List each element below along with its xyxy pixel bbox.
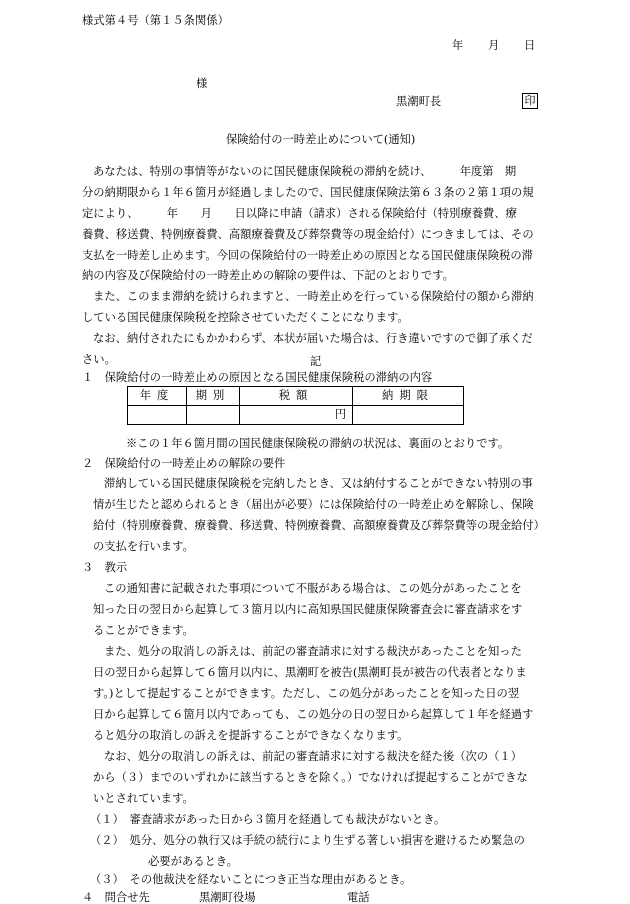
form-label: 様式第４号（第１５条関係）	[82, 14, 229, 27]
section-1-heading: １ 保険給付の一時差止めの原因となる国民健康保険税の滞納の内容	[82, 371, 433, 384]
section-2-heading: ２ 保険給付の一時差止めの解除の要件	[82, 457, 286, 470]
list-item-3: （３） その他裁決を経ないことにつき正当な理由があるとき。	[90, 873, 412, 886]
col-fiscal-year: 年度	[128, 387, 187, 406]
body-line: あなたは、特別の事情等がないのに国民健康保険税の滞納を続け、 年度第 期	[93, 165, 517, 178]
body-line: 養費、移送費、特例療養費、高額療養費及び葬祭費等の現金給付）につきましては、その	[82, 228, 534, 241]
body-line: ると処分の取消しの訴えを提訴することができなくなります。	[93, 729, 409, 742]
document-title: 保険給付の一時差止めについて(通知)	[226, 133, 416, 146]
col-period: 期別	[187, 387, 240, 406]
body-line: 納の内容及び保険給付の一時差止めの解除の要件は、下記のとおりです。	[82, 269, 454, 282]
body-line: 支払を一時差し止めます。今回の保険給付の一時差止めの原因となる国民健康保険税の滞	[82, 249, 533, 262]
body-line: さい。	[82, 353, 116, 366]
body-line: から（３）までのいずれかに該当するときを除く。）でなければ提起することができな	[93, 771, 528, 784]
ki-marker: 記	[310, 355, 322, 368]
cell-tax-amount: 円	[240, 406, 353, 425]
sender-name: 黒潮町長	[396, 95, 442, 108]
date-year: 年	[452, 39, 464, 52]
body-line: 知った日の翌日から起算して３箇月以内に高知県国民健康保険審査会に審査請求をす	[93, 603, 523, 616]
contact-tel-label: 電話	[347, 891, 370, 904]
date-month: 月	[488, 39, 500, 52]
body-line: 情が生じたと認められるとき（届出が必要）には保険給付の一時差止めを解除し、保険	[93, 498, 534, 511]
seal-mark: 印	[522, 93, 538, 109]
section-1-note: ※この１年６箇月間の国民健康保険税の滞納の状況は、裏面のとおりです。	[126, 437, 510, 450]
body-line: ることができます。	[93, 624, 194, 637]
arrears-table	[127, 386, 464, 425]
body-line: なお、処分の取消しの訴えは、前記の審査請求に対する裁決を経た後（次の（１）	[104, 750, 522, 763]
body-line: 分の納期限から１年６箇月が経過しましたので、国民健康保険法第６３条の２第１項の規	[82, 186, 534, 199]
section-3-heading: ３ 教示	[82, 561, 128, 574]
body-line: している国民健康保険税を控除させていただくことになります。	[82, 311, 409, 324]
body-line: の支払を行います。	[93, 540, 194, 553]
list-item-2: （２） 処分、処分の執行又は手続の続行により生ずる著しい損害を避けるため緊急の	[90, 834, 525, 847]
contact-office: 黒潮町役場	[199, 891, 256, 904]
body-line: この通知書に記載された事項について不服がある場合は、この処分があったことを	[104, 582, 522, 595]
date-day: 日	[524, 39, 536, 52]
recipient-sama: 様	[196, 77, 208, 90]
cell-due-date	[353, 406, 464, 425]
body-line: 日から起算して６箇月以内であっても、この処分の日の翌日から起算して１年を経過す	[93, 708, 534, 721]
body-line: また、処分の取消しの訴えは、前記の審査請求に対する裁決があったことを知った	[104, 645, 522, 658]
cell-fiscal-year	[128, 406, 187, 425]
body-line: す。)として提起することができます。ただし、この処分があったことを知った日の翌	[93, 687, 520, 700]
body-line: また、このまま滞納を続けられますと、一時差止めを行っている保険給付の額から滞納	[93, 290, 534, 303]
cell-period	[187, 406, 240, 425]
body-line: いとされています。	[93, 792, 194, 805]
body-line: なお、納付されたにもかかわらず、本状が届いた場合は、行き違いですので御了承くだ	[93, 332, 533, 345]
body-line: 日の翌日から起算して６箇月以内に、黒潮町を被告(黒潮町長が被告の代表者となりま	[93, 666, 527, 679]
body-line: 滞納している国民健康保険税を完納したとき、又は納付することができない特別の事	[104, 477, 533, 490]
list-item-2-cont: 必要があるとき。	[148, 855, 238, 868]
section-4-heading: ４ 問合せ先	[82, 891, 150, 904]
list-item-1: （１） 審査請求があった日から３箇月を経過しても裁決がないとき。	[90, 813, 446, 826]
col-tax-amount: 税額	[240, 387, 353, 406]
body-line: 定により、 年 月 日以降に申請（請求）される保険給付（特別療養費、療	[82, 207, 517, 220]
col-due-date: 納期限	[353, 387, 464, 406]
body-line: 給付（特別療養費、療養費、移送費、特例療養費、高額療養費及び葬祭費等の現金給付）	[93, 519, 545, 532]
